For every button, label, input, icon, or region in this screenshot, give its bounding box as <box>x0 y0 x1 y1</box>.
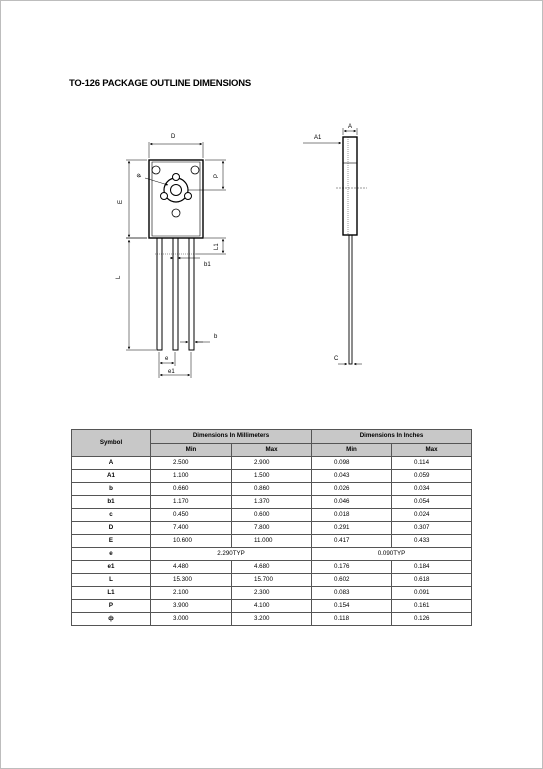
mm-min-cell: 2.100 <box>151 587 232 600</box>
label-b: b <box>214 334 218 340</box>
mm-max-cell: 7.800 <box>232 522 312 535</box>
mounting-lobe-right <box>185 193 192 200</box>
symbol-cell: A <box>72 457 151 470</box>
symbol-cell: e1 <box>72 561 151 574</box>
label-C: C <box>334 356 339 362</box>
mm-max-cell: 15.700 <box>232 574 312 587</box>
table-row <box>72 470 472 483</box>
mm-min-cell: 0.660 <box>151 483 232 496</box>
inch-max-cell: 0.059 <box>392 470 472 483</box>
hole-center <box>171 185 182 196</box>
mm-max-cell: 2.900 <box>232 457 312 470</box>
lead-left <box>157 238 162 350</box>
inch-min-cell: 0.291 <box>312 522 392 535</box>
corner-mark-left <box>152 166 160 174</box>
mm-min-cell: 15.300 <box>151 574 232 587</box>
symbol-cell: e <box>72 548 151 561</box>
mm-max-cell: 0.860 <box>232 483 312 496</box>
table-row <box>72 587 472 600</box>
mm-min-cell: 7.400 <box>151 522 232 535</box>
mm-max-cell: 1.370 <box>232 496 312 509</box>
corner-mark-right <box>191 166 199 174</box>
inch-header: Dimensions In Inches <box>312 430 472 444</box>
mm-max-cell: 11.000 <box>232 535 312 548</box>
inch-max-cell: 0.034 <box>392 483 472 496</box>
mm-max-cell: 2.300 <box>232 587 312 600</box>
label-D: D <box>171 134 176 140</box>
inch-max-header: Max <box>392 443 472 457</box>
table-row <box>72 561 472 574</box>
table-row <box>72 535 472 548</box>
inch-max-cell: 0.433 <box>392 535 472 548</box>
lead-center <box>173 238 178 350</box>
inch-min-cell: 0.098 <box>312 457 392 470</box>
inch-max-cell: 0.618 <box>392 574 472 587</box>
inch-min-cell: 0.026 <box>312 483 392 496</box>
mm-min-cell: 0.450 <box>151 509 232 522</box>
side-view <box>303 128 367 364</box>
symbol-cell: L1 <box>72 587 151 600</box>
mm-typ-cell: 2.290TYP <box>151 548 312 561</box>
side-lead <box>349 235 352 364</box>
label-b1: b1 <box>204 262 211 268</box>
mm-max-header: Max <box>232 443 312 457</box>
dimensions-table <box>71 429 472 626</box>
table-row <box>72 548 472 561</box>
mm-max-cell: 4.100 <box>232 600 312 613</box>
inch-max-cell: 0.126 <box>392 613 472 626</box>
symbol-cell: c <box>72 509 151 522</box>
table-row <box>72 574 472 587</box>
label-L1: L1 <box>214 243 220 250</box>
inch-max-cell: 0.024 <box>392 509 472 522</box>
symbol-cell: b <box>72 483 151 496</box>
symbol-cell: D <box>72 522 151 535</box>
mounting-lobe-top <box>173 174 180 181</box>
inch-max-cell: 0.161 <box>392 600 472 613</box>
mm-min-cell: 1.170 <box>151 496 232 509</box>
inch-min-cell: 0.046 <box>312 496 392 509</box>
inch-min-cell: 0.602 <box>312 574 392 587</box>
inch-min-cell: 0.154 <box>312 600 392 613</box>
mounting-lobe-left <box>161 193 168 200</box>
mm-max-cell: 3.200 <box>232 613 312 626</box>
symbol-cell: A1 <box>72 470 151 483</box>
inch-min-cell: 0.043 <box>312 470 392 483</box>
inch-max-cell: 0.054 <box>392 496 472 509</box>
inch-max-cell: 0.307 <box>392 522 472 535</box>
bottom-mark <box>172 209 180 217</box>
mm-min-cell: 4.480 <box>151 561 232 574</box>
inch-min-cell: 0.083 <box>312 587 392 600</box>
inch-min-header: Min <box>312 443 392 457</box>
table-row <box>72 483 472 496</box>
inch-min-cell: 0.176 <box>312 561 392 574</box>
label-L: L <box>116 275 122 279</box>
inch-min-cell: 0.417 <box>312 535 392 548</box>
label-phi: φ <box>135 172 143 179</box>
symbol-cell: L <box>72 574 151 587</box>
symbol-cell: ф <box>72 613 151 626</box>
inch-max-cell: 0.114 <box>392 457 472 470</box>
inch-max-cell: 0.184 <box>392 561 472 574</box>
table-row <box>72 509 472 522</box>
label-e1: e1 <box>168 369 175 375</box>
mm-min-cell: 3.000 <box>151 613 232 626</box>
symbol-cell: E <box>72 535 151 548</box>
symbol-header: Symbol <box>72 430 151 457</box>
package-body <box>149 160 203 238</box>
label-A: A <box>348 124 353 130</box>
mm-max-cell: 1.500 <box>232 470 312 483</box>
table-row <box>72 613 472 626</box>
label-e: e <box>165 356 169 362</box>
inch-typ-cell: 0.090TYP <box>312 548 472 561</box>
mm-min-cell: 10.600 <box>151 535 232 548</box>
mm-min-cell: 2.500 <box>151 457 232 470</box>
mm-header: Dimensions In Millimeters <box>151 430 312 444</box>
symbol-cell: P <box>72 600 151 613</box>
table-row <box>72 496 472 509</box>
label-P: P <box>214 173 220 178</box>
inch-min-cell: 0.118 <box>312 613 392 626</box>
label-E: E <box>118 199 124 204</box>
label-A1: A1 <box>314 135 322 141</box>
page-title: TO-126 PACKAGE OUTLINE DIMENSIONS <box>69 78 252 89</box>
side-body <box>343 137 357 235</box>
table-row <box>72 457 472 470</box>
inch-min-cell: 0.018 <box>312 509 392 522</box>
mm-min-header: Min <box>151 443 232 457</box>
lead-right <box>189 238 194 350</box>
inch-max-cell: 0.091 <box>392 587 472 600</box>
table-row <box>72 522 472 535</box>
table-row <box>72 600 472 613</box>
mm-min-cell: 1.100 <box>151 470 232 483</box>
mm-min-cell: 3.900 <box>151 600 232 613</box>
mm-max-cell: 0.600 <box>232 509 312 522</box>
symbol-cell: b1 <box>72 496 151 509</box>
mm-max-cell: 4.680 <box>232 561 312 574</box>
